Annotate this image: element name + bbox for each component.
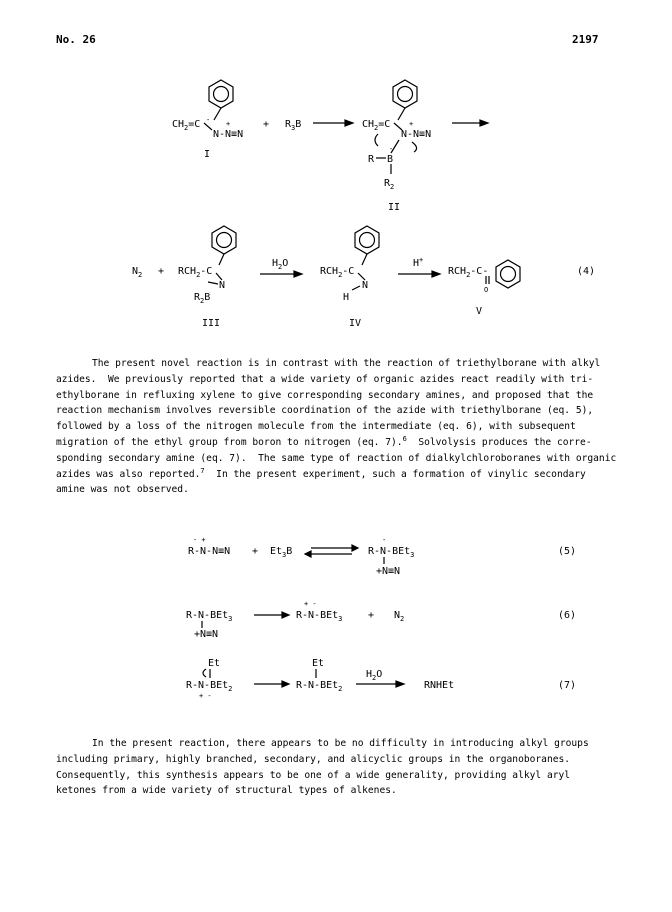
product-RNHEt: RNHEt: [424, 680, 455, 691]
reaction-scheme-row-2: [0, 222, 672, 332]
paragraph-line: followed by a loss of the nitrogen molecule from the intermediate (eq. 6), with subsequent: [56, 421, 576, 433]
paragraph-line: ethylborane in refluxing xylene to give corresponding secondary amines, and proposed that the: [56, 389, 594, 401]
svg-text:R-N-N≡N: R-N-N≡N: [188, 546, 231, 557]
svg-text:Et: Et: [312, 658, 325, 669]
svg-text:RCH2-C: $RCH_2-C$: [178, 266, 213, 279]
compound-label-IV: IV: [349, 318, 362, 329]
svg-text:R-N-BEt2: R-N-BEt$_2$: [186, 680, 233, 693]
svg-text:R-N-BEt2: R-N-BEt$_2$: [296, 680, 343, 693]
svg-text:H2O: $H_2O$: [272, 258, 289, 271]
svg-text:R-N-BEt3: R-N-BEt$_3$: [296, 610, 343, 623]
compound-I-structure: [172, 80, 243, 160]
svg-text:R-N-BEt3: R-N-BEt$_3$: [368, 546, 415, 559]
svg-text:B: B: [387, 154, 394, 165]
equation-number-6: (6): [558, 610, 577, 621]
equation-7: [186, 658, 576, 700]
svg-text:-: -: [389, 145, 394, 153]
paragraph-line: reaction mechanism involves reversible coordination of the azide with triethylborane (eq. 5),: [56, 405, 594, 417]
svg-text:+N≡N: +N≡N: [376, 566, 401, 577]
journal-issue-number: No. 26: [56, 33, 96, 46]
svg-text:Et3B: $Et_3B$: [270, 546, 293, 559]
svg-text:+: +: [226, 120, 231, 128]
svg-text:+ -: + -: [199, 692, 212, 700]
body-paragraph-1: [56, 356, 616, 498]
equation-number-5: (5): [558, 546, 577, 557]
paragraph-line: including primary, highly branched, secondary, and alicyclic groups in the organoboranes.: [56, 753, 571, 765]
paragraph-line: azides. We previously reported that a wide variety of organic azides react readily with tri-: [56, 373, 594, 385]
paragraph-line: The present novel reaction is in contrast with the reaction of triethylborane with alkyl: [92, 358, 601, 369]
equation-number-7: (7): [558, 680, 577, 691]
paragraph-line: migration of the ethyl group from boron to nitrogen (eq. 7).$^6$ Solvolysis produces the corre-: [56, 434, 592, 448]
svg-text:N2: $N_2$: [132, 266, 143, 279]
svg-text:O: O: [484, 286, 489, 294]
compound-IV-structure: [320, 226, 379, 329]
svg-text:N: N: [362, 280, 369, 291]
svg-text:N: N: [219, 280, 226, 291]
paragraph-line: Consequently, this synthesis appears to be one of a wide generality, providing alkyl aryl: [56, 769, 571, 781]
svg-text:Et: Et: [208, 658, 221, 669]
equation-number-4: (4): [577, 266, 596, 277]
compound-III-structure: [178, 226, 236, 329]
svg-text:+: +: [252, 546, 259, 557]
svg-text:-: -: [206, 116, 211, 124]
svg-text:R2: $R_2$: [384, 178, 395, 191]
compound-V-structure: [448, 260, 520, 317]
svg-text:RCH2-C: $RCH_2-C$: [320, 266, 355, 279]
svg-text:H+: H+: [413, 256, 424, 269]
reaction-scheme-row-1: [0, 70, 672, 213]
citation-6: 6: [402, 434, 407, 443]
equations-5-6-7: [0, 530, 672, 710]
svg-text:RCH2-C-: $RCH_2-C-$: [448, 266, 489, 279]
svg-text:+: +: [409, 120, 414, 128]
paragraph-line: ketones from a wide variety of structural types of alkenes.: [56, 785, 397, 797]
svg-text:R2B: $R_2B$: [194, 292, 211, 305]
svg-text:N-N≡N: N-N≡N: [401, 129, 432, 140]
svg-text:CH2=C: $CH_2=C$: [172, 119, 201, 132]
equation-6: [186, 600, 576, 640]
compound-label-V: V: [476, 306, 483, 317]
paragraph-line: azides was also reported.$^7$ In the present experiment, such a formation of vinylic secondary: [56, 466, 586, 480]
svg-text:H2O: $H_2O$: [366, 669, 383, 682]
svg-text:+N≡N: +N≡N: [194, 629, 219, 640]
svg-text:R: R: [368, 154, 375, 165]
svg-text:+: +: [368, 610, 375, 621]
svg-text:H: H: [343, 292, 350, 303]
body-paragraph-2: [56, 736, 616, 799]
citation-7: 7: [200, 466, 205, 475]
svg-text:R-N-BEt3: R-N-BEt$_3$: [186, 610, 233, 623]
svg-text:N2: $N_2$: [394, 610, 405, 623]
reagent-R3B: $R_3B$: [285, 119, 302, 132]
paragraph-line: amine was not observed.: [56, 484, 189, 496]
paragraph-line: sponding secondary amine (eq. 7). The same type of reaction of dialkylchloroboranes with organic: [56, 452, 617, 464]
compound-II-structure: [362, 80, 431, 213]
svg-text:+: +: [263, 119, 270, 130]
svg-text:- +: - +: [193, 536, 206, 544]
svg-text:+: +: [158, 266, 165, 277]
compound-label-I: I: [204, 149, 211, 160]
compound-label-II: II: [388, 202, 401, 213]
svg-text:N-N≡N: N-N≡N: [213, 129, 244, 140]
paragraph-line: In the present reaction, there appears to be no difficulty in introducing alkyl groups: [92, 738, 589, 749]
page-number: 2197: [572, 33, 599, 46]
compound-label-III: III: [202, 318, 221, 329]
svg-text:-: -: [382, 536, 387, 544]
svg-text:+ -: + -: [304, 600, 317, 608]
equation-5: [188, 536, 576, 577]
svg-text:CH2=C: $CH_2=C$: [362, 119, 391, 132]
